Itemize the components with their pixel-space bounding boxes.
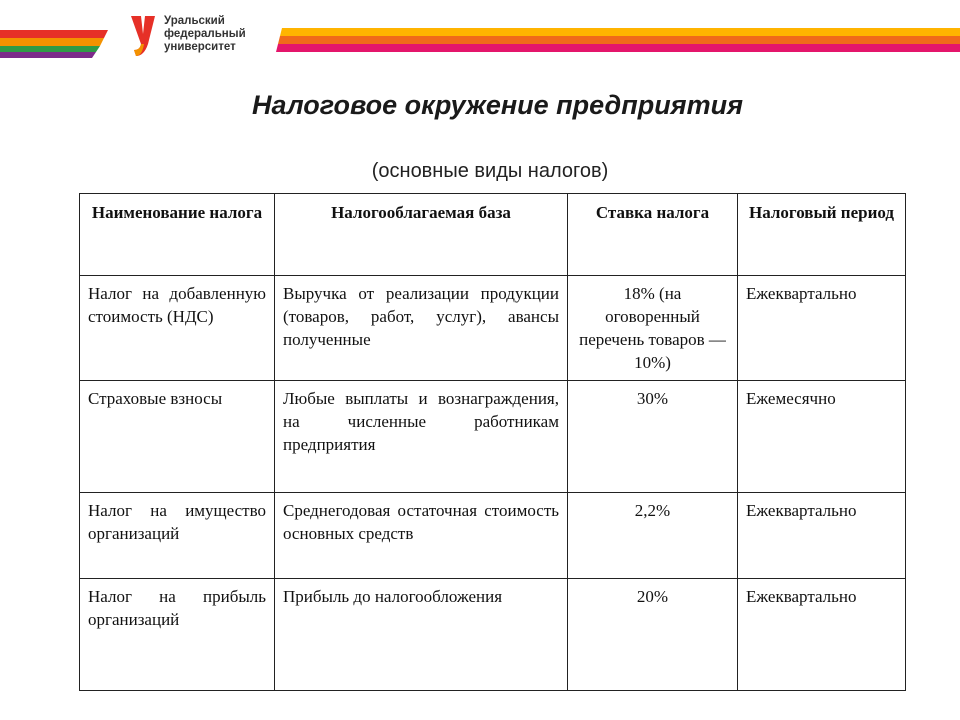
logo-mark-icon	[128, 14, 158, 58]
cell-name: Налог на имущество организаций	[80, 493, 275, 579]
header-tax-name: Наименование налога	[80, 194, 275, 276]
cell-base: Выручка от реализации продукции (товаров, работ, услуг), авансы полученные	[275, 276, 568, 381]
page-subtitle: (основные виды налогов)	[371, 160, 609, 182]
university-logo	[128, 14, 246, 60]
header-tax-base: Налогооблагаемая база	[275, 194, 568, 276]
cell-period: Ежемесячно	[738, 381, 906, 493]
header-tax-period: Налоговый период	[738, 194, 906, 276]
table-row	[80, 276, 906, 381]
cell-rate: 2,2%	[568, 493, 738, 579]
cell-period: Ежеквартально	[738, 493, 906, 579]
logo-line-2: федеральный	[164, 28, 246, 40]
cell-name: Страховые взносы	[80, 381, 275, 493]
cell-period: Ежеквартально	[738, 276, 906, 381]
cell-base: Любые выплаты и вознаграждения, на численные работникам предприятия	[275, 381, 568, 493]
logo-line-3: университет	[164, 41, 236, 53]
cell-name: Налог на прибыль организаций	[80, 579, 275, 691]
table-row	[80, 579, 906, 691]
table-row	[80, 493, 906, 579]
cell-base: Прибыль до налогообложения	[275, 579, 568, 691]
page-title: Налоговое окружение предприятия	[252, 90, 743, 120]
cell-rate: 30%	[568, 381, 738, 493]
tax-table	[79, 193, 906, 691]
header-tax-rate: Ставка налога	[568, 194, 738, 276]
logo-text	[164, 15, 246, 54]
logo-line-1: Уральский	[164, 15, 225, 27]
table-row	[80, 381, 906, 493]
cell-base: Среднегодовая остаточная стоимость основных средств	[275, 493, 568, 579]
cell-rate: 18% (на оговоренный перечень товаров —10%)	[568, 276, 738, 381]
cell-rate: 20%	[568, 579, 738, 691]
cell-period: Ежеквартально	[738, 579, 906, 691]
table-header-row	[80, 194, 906, 276]
cell-name: Налог на добавленную стоимость (НДС)	[80, 276, 275, 381]
